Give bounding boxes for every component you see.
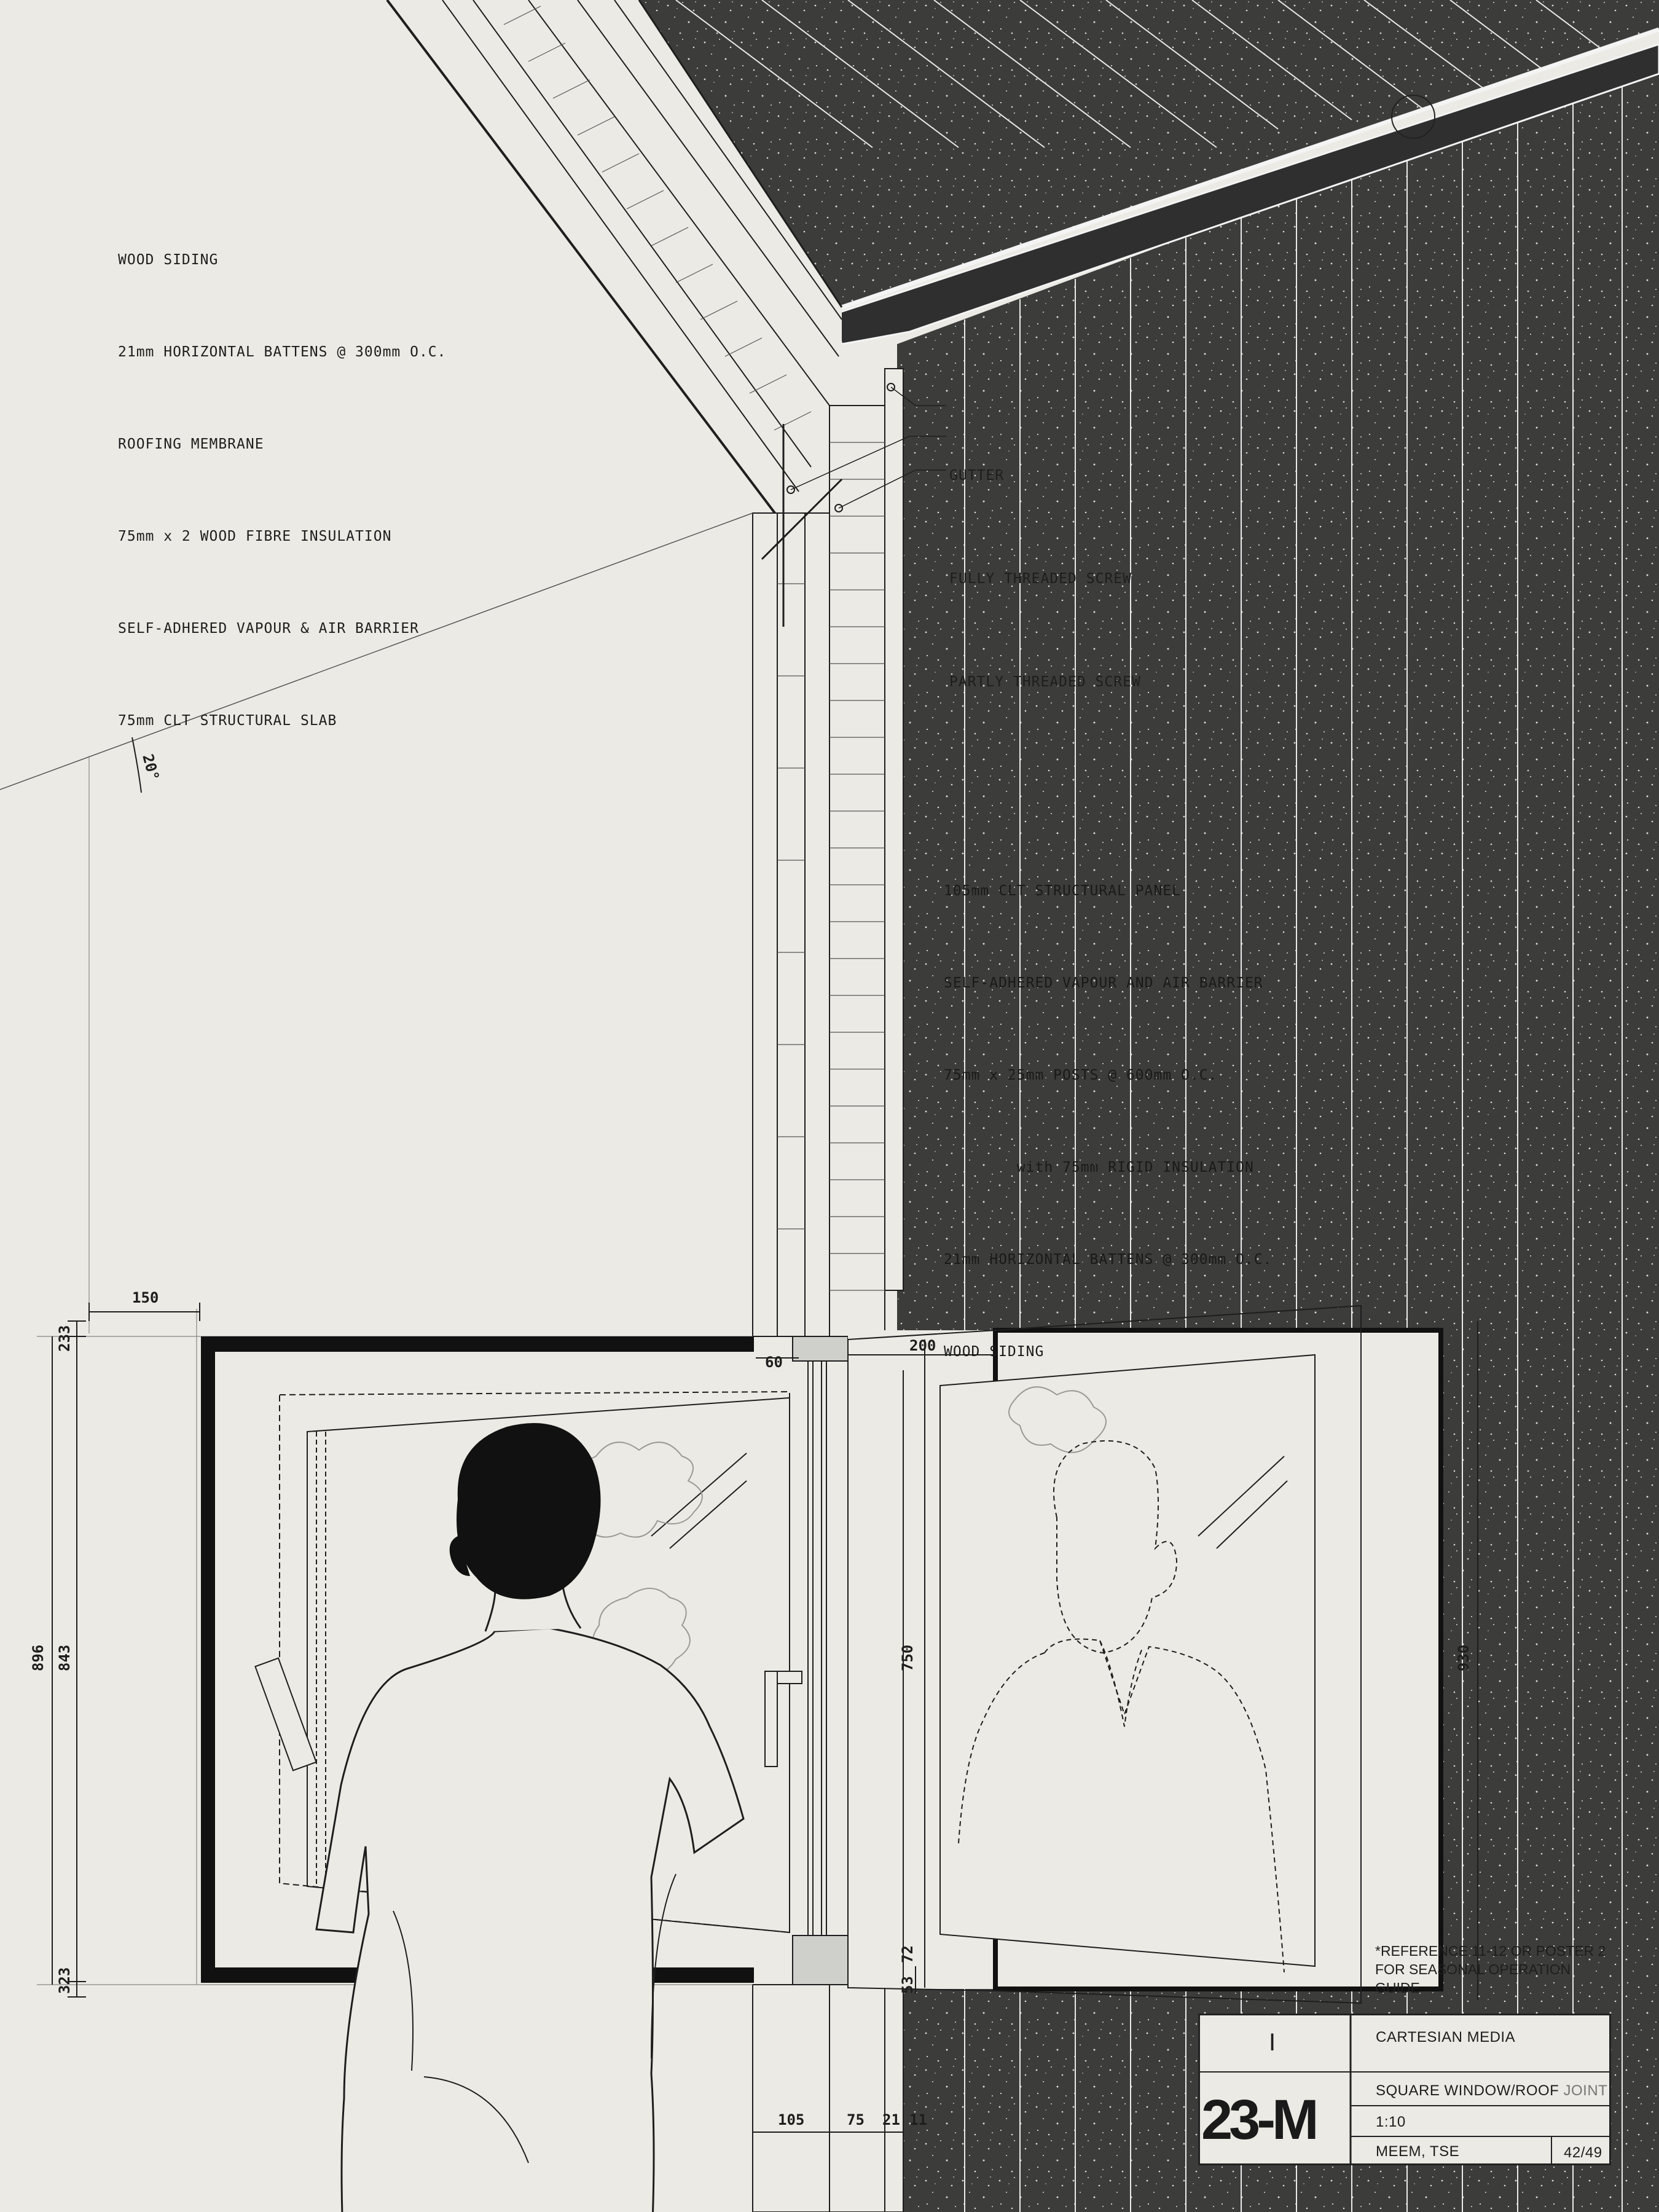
joint-label-fully-threaded-screw: FULLY THREADED SCREW: [949, 571, 1132, 587]
roof-note: 75mm CLT STRUCTURAL SLAB: [118, 713, 337, 729]
wall-note: with 75mm RIGID INSULATION: [944, 1159, 1254, 1175]
dim-323: 323: [56, 1967, 73, 1994]
lower-wall-section: [753, 1985, 903, 2212]
drawing-title-main: SQUARE WINDOW/ROOF: [1376, 2082, 1559, 2099]
logo-mark: I: [1269, 2029, 1276, 2056]
glazing-bar: [793, 1336, 848, 1985]
dim-750: 750: [899, 1644, 916, 1671]
page-number: 42/49: [1564, 2144, 1602, 2161]
authors: MEEM, TSE: [1376, 2143, 1460, 2160]
roof-note: SELF-ADHERED VAPOUR & AIR BARRIER: [118, 621, 419, 637]
dim-843: 843: [56, 1644, 73, 1671]
wall-note: 75mm x 25mm POSTS @ 600mm O.C.: [944, 1067, 1218, 1083]
drawing-title-suffix: JOINT: [1563, 2082, 1608, 2099]
reference-note: *REFERENCE 11-12 OR POSTER 2 FOR SEASONAL OPERATION GUIDE: [1375, 1943, 1606, 1996]
wall-note: 105mm CLT STRUCTURAL PANEL: [944, 883, 1182, 899]
dim-105: 105: [778, 2111, 805, 2128]
dim-896: 896: [29, 1644, 47, 1671]
dim-150: 150: [132, 1289, 159, 1306]
wall-note: SELF-ADHERED VAPOUR AND AIR BARRIER: [944, 975, 1263, 991]
wall-section: [753, 369, 903, 1336]
joint-label-partly-threaded-screw: PARTLY THREADED SCREW: [949, 674, 1141, 690]
drawing-title: [1376, 2082, 1607, 2100]
joint-label-gutter: GUTTER: [949, 468, 1005, 484]
dim-11: 11: [909, 2111, 927, 2128]
dim-233: 233: [56, 1325, 73, 1352]
roof-note: ROOFING MEMBRANE: [118, 436, 264, 452]
dim-53: 53: [899, 1976, 916, 1994]
dim-930: 930: [1455, 1644, 1472, 1671]
logo: 23-M: [1201, 2088, 1316, 2151]
title-block: [1198, 2014, 1611, 2165]
drawing-scale: 1:10: [1376, 2114, 1406, 2130]
roof-buildup-notes: [118, 183, 447, 767]
wall-buildup-notes: [944, 814, 1273, 1398]
roof-note: WOOD SIDING: [118, 252, 219, 268]
shutter-panel: [940, 1355, 1315, 1966]
wall-note: WOOD SIDING: [944, 1344, 1045, 1360]
dim-21: 21: [882, 2111, 900, 2128]
angle-label: 20°: [139, 752, 163, 783]
dim-200: 200: [909, 1337, 936, 1354]
roof-note: 75mm x 2 WOOD FIBRE INSULATION: [118, 528, 392, 544]
wall-note: 21mm HORIZONTAL BATTENS @ 300mm O.C.: [944, 1252, 1273, 1268]
publisher: CARTESIAN MEDIA: [1376, 2029, 1516, 2045]
roof-note: 21mm HORIZONTAL BATTENS @ 300mm O.C.: [118, 344, 447, 360]
dim-75: 75: [847, 2111, 865, 2128]
joint-labels: [949, 390, 1141, 734]
dim-72: 72: [899, 1945, 916, 1963]
dim-60: 60: [765, 1354, 783, 1371]
